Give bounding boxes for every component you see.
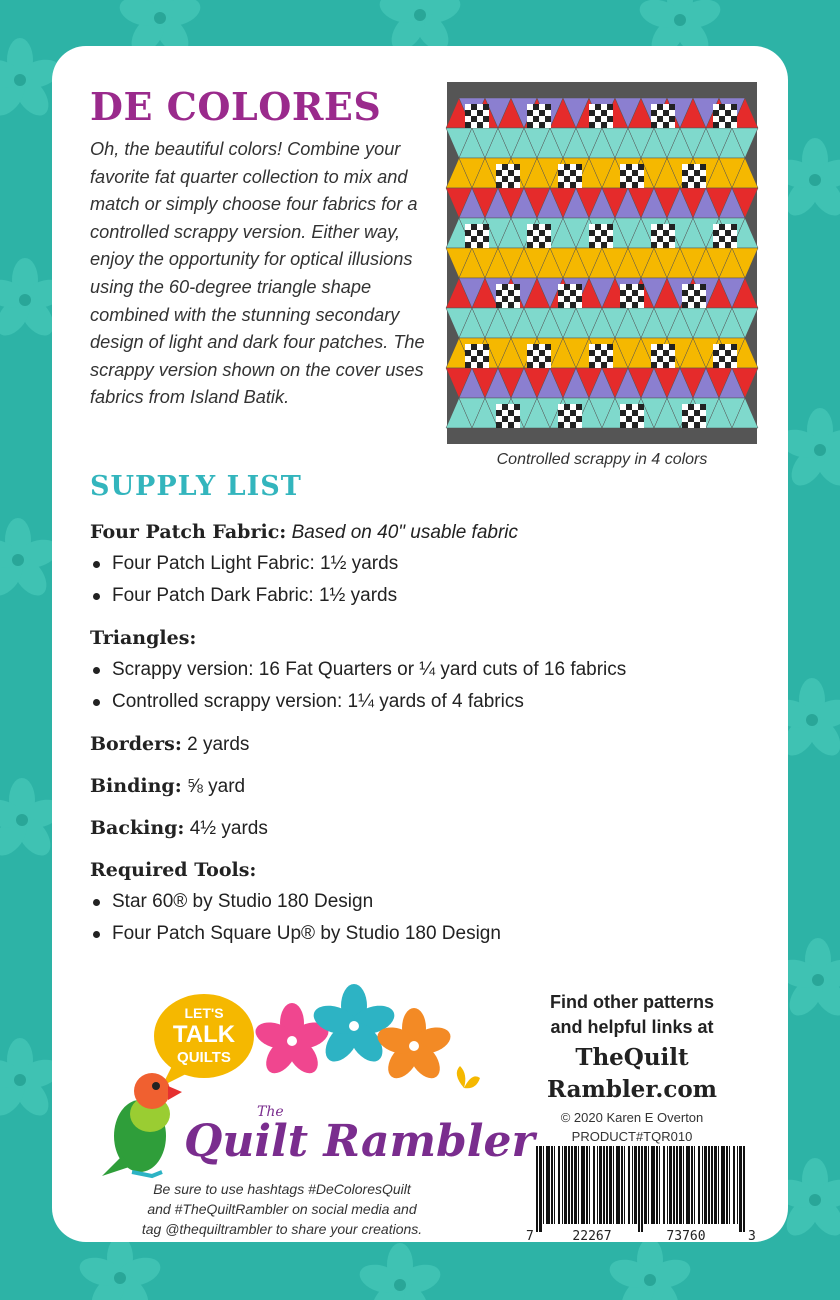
supply-list-title: SUPPLY LIST [90,471,302,502]
binding-row [90,770,750,802]
find-line-1: Find other patterns [549,992,714,1012]
parrot-icon [102,1073,182,1176]
product-code: PRODUCT#TQR010 [571,1129,693,1144]
hibiscus-flowers-icon [252,984,454,1084]
hashtag-line-1: Be sure to use hashtags #DeColoresQuilt [153,1181,411,1197]
bubble-line-1: LET'S [184,1005,224,1021]
website-url[interactable] [492,1042,772,1106]
barcode-last-digit: 3 [748,1229,756,1244]
triangles-heading-row [90,622,750,654]
quilt-preview-image [447,82,757,444]
bubble-line-3: QUILTS [177,1049,231,1066]
site-line-2: Rambler.com [546,1076,718,1103]
list-item: Scrappy version: 16 Fat Quarters or ¼ yard cuts of 16 fabrics [90,654,750,686]
copyright-block [492,1108,772,1146]
barcode [524,1146,758,1242]
site-line-1: TheQuilt [575,1044,689,1071]
hashtag-line-3: tag @thequiltrambler to share your creations. [141,1221,423,1237]
tools-heading: Required Tools: [90,859,257,881]
barcode-left-digits: 22267 [572,1229,612,1244]
list-item: Controlled scrappy version: 1¼ yards of 4 fabrics [90,686,750,718]
borders-value: 2 yards [187,734,250,755]
butterfly-icon [457,1066,480,1088]
find-line-2: and helpful links at [550,1017,714,1037]
four-patch-heading-row [90,516,750,548]
brand-main-text: Quilt Rambler [184,1116,535,1167]
tools-heading-row [90,854,750,886]
pattern-title: DE COLORES [90,84,382,129]
four-patch-heading: Four Patch Fabric: [90,521,287,543]
binding-heading: Binding: [90,775,182,797]
hashtag-line-2: and #TheQuiltRambler on social media and [147,1201,417,1217]
barcode-first-digit: 7 [526,1229,534,1244]
intro-text: Oh, the beautiful colors! Combine your favorite fat quarter collection to mix and match or simply choose four fabrics for a controlled scrappy version. Either way, enjoy the opportunity for optical illusions using the 60-degree triangle shape combined with the stunning secondary design of light and dark four patches. The scrappy version shown on the cover uses fabrics from Island Batik. [90,139,425,408]
list-item: Four Patch Light Fabric: 1½ yards [90,548,750,580]
quilt-caption: Controlled scrappy in 4 colors [496,451,708,468]
list-item: Four Patch Dark Fabric: 1½ yards [90,580,750,612]
backing-value: 4½ yards [189,818,268,839]
backing-heading: Backing: [90,817,185,839]
find-more-text [492,990,772,1040]
list-item: Four Patch Square Up® by Studio 180 Design [90,918,750,950]
barcode-right-digits: 73760 [666,1229,706,1244]
triangles-heading: Triangles: [90,627,197,649]
list-item: Star 60® by Studio 180 Design [90,886,750,918]
borders-row [90,728,750,760]
quilt-rambler-logo [92,986,535,1176]
backing-row [90,812,750,844]
hashtag-text [92,1179,472,1239]
four-patch-note: Based on 40" usable fabric [291,522,519,543]
borders-heading: Borders: [90,733,182,755]
bubble-line-2: TALK [172,1021,236,1048]
copyright-text: © 2020 Karen E Overton [560,1110,704,1125]
supply-list [90,516,750,950]
brand-small-text: The [257,1104,284,1120]
speech-bubble-icon [154,994,254,1086]
binding-value: ⅝ yard [187,776,246,797]
info-card [52,46,788,1242]
